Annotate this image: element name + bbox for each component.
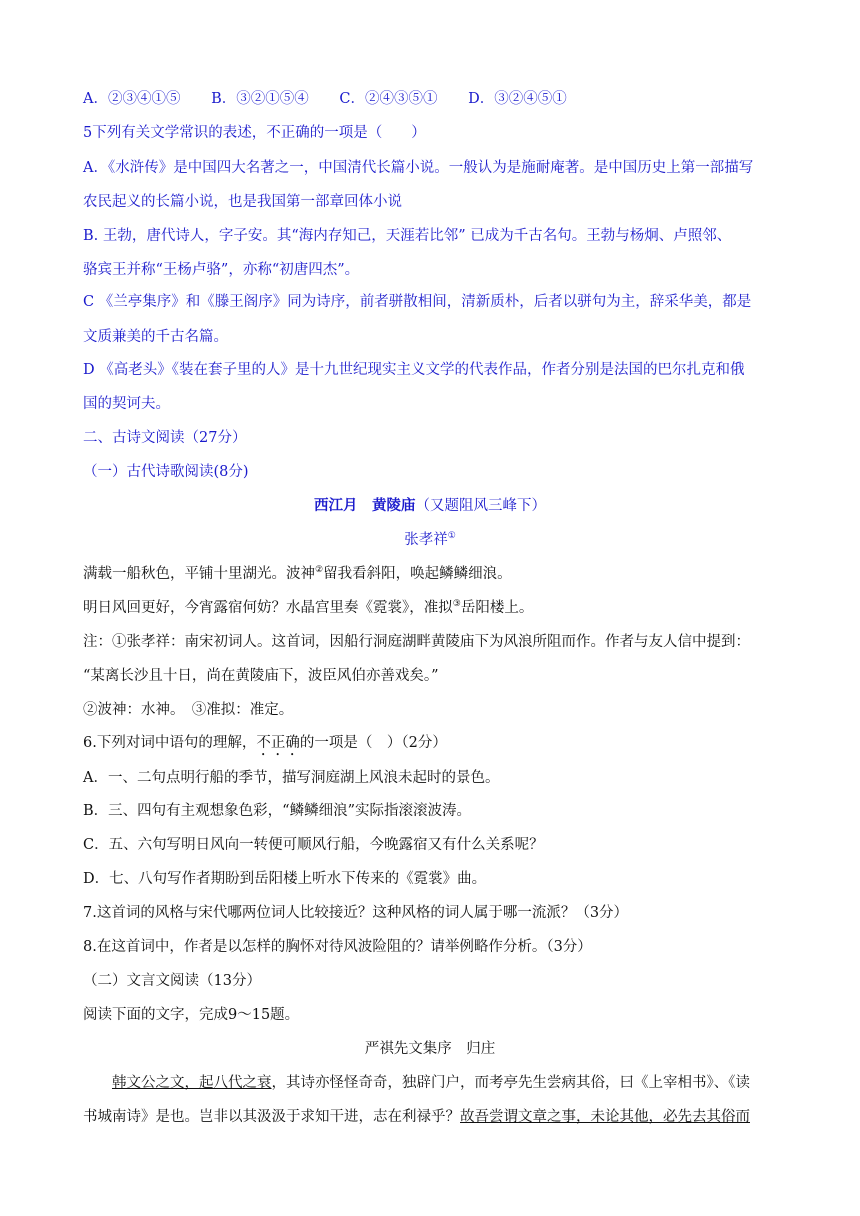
poem-line-1-part-b: 留我看斜阳，唤起鳞鳞细浪。	[323, 566, 512, 582]
poem-line-1	[83, 564, 783, 584]
q7-stem: 7.这首词的风格与宋代哪两位词人比较接近？这种风格的词人属于哪一流派？（3分）	[83, 905, 629, 921]
q8-stem: 8.在这首词中，作者是以怎样的胸怀对待风波险阻的？请举例略作分析。（3分）	[83, 939, 592, 955]
q6-option-c: C．五、六句写明日风向一转便可顺风行船，今晚露宿又有什么关系呢？	[83, 837, 544, 853]
poem-line-2	[83, 598, 783, 618]
poem-author	[0, 530, 860, 550]
essay-title: 严祺先文集序 归庄	[364, 1041, 496, 1057]
q4-options	[83, 89, 783, 109]
poem-line-2-part-b: 岳阳楼上。	[460, 600, 534, 616]
poem-line-2-note-mark: ③	[452, 599, 461, 610]
essay-underlined-phrase-2: 故吾尝谓文章之事，未论其他，必先去其俗而	[460, 1109, 750, 1125]
section-heading-classical: 二、古诗文阅读（27分）	[83, 430, 247, 446]
q5-option-c-line1: C 《兰亭集序》和《滕王阁序》同为诗序，前者骈散相间，清新质朴，后者以骈句为主，辞采华美，都是	[83, 294, 752, 310]
q5-option-a-line2: 农民起义的长篇小说，也是我国第一部章回体小说	[83, 194, 402, 210]
q5-option-c-line2: 文质兼美的千古名篇。	[83, 329, 228, 345]
essay-underlined-phrase-1: 韩文公之文，起八代之衰	[112, 1075, 272, 1091]
essay-paragraph-line-2	[83, 1107, 783, 1127]
poem-line-1-note-mark: ②	[315, 565, 324, 576]
q6-stem-emphasis: 不正确	[256, 735, 300, 751]
q5-option-b-line1: B. 王勃，唐代诗人，字子安。其“海内存知己，天涯若比邻” 已成为千古名句。王勃与杨炯、卢照邻、	[83, 228, 732, 244]
poem-author-name: 张孝祥	[404, 532, 448, 548]
q4-option-d: D．③②④⑤①	[468, 91, 567, 107]
q4-option-c: C．②④③⑤①	[339, 91, 438, 107]
poem-note-3: ②波神：水神。 ③准拟：准定。	[83, 702, 294, 718]
q6-stem-part-a: 6.下列对词中语句的理解，	[83, 735, 257, 751]
reading-instruction: 阅读下面的文字，完成9～15题。	[83, 1007, 300, 1023]
poem-note-2: “某离长沙且十日，尚在黄陵庙下，波臣风伯亦善戏矣。”	[83, 668, 439, 684]
q5-option-a-line1: A．《水浒传》是中国四大名著之一，中国清代长篇小说。一般认为是施耐庵著。是中国历史上第一部描写	[83, 160, 754, 176]
subsection-heading-poetry: （一）古代诗歌阅读(8分)	[83, 464, 249, 480]
q5-option-d-line2: 国的契诃夫。	[83, 396, 170, 412]
poem-author-note-mark: ①	[447, 531, 456, 542]
essay-paragraph-line-1	[112, 1073, 784, 1093]
poem-title-main: 西江月 黄陵庙	[314, 497, 416, 514]
q6-option-b: B．三、四句有主观想象色彩，“鳞鳞细浪”实际指滚滚波涛。	[83, 803, 471, 819]
poem-note-1: 注：①张孝祥：南宋初词人。这首词，因船行洞庭湖畔黄陵庙下为风浪所阻而作。作者与友人信中提到：	[83, 634, 750, 650]
essay-text-2: 书城南诗》是也。岂非以其汲汲于求知干进，志在利禄乎？	[83, 1109, 460, 1125]
q6-stem-part-b: 的一项是（ ）（2分）	[299, 735, 447, 751]
poem-title-sub: （又题阻风三峰下）	[415, 498, 546, 514]
poem-line-1-part-a: 满载一船秋色，平铺十里湖光。波神	[83, 566, 315, 582]
q5-option-d-line1: D 《高老头》《装在套子里的人》是十九世纪现实主义文学的代表作品，作者分别是法国的巴尔扎克和俄	[83, 362, 745, 378]
q5-stem: 5下列有关文学常识的表述，不正确的一项是（ ）	[83, 125, 426, 141]
q4-option-a: A．②③④①⑤	[83, 91, 181, 107]
essay-text-1: ，其诗亦怪怪奇奇，独辟门户，而考亭先生尝病其俗，曰《上宰相书》、《读	[271, 1075, 750, 1091]
subsection-heading-prose: （二）文言文阅读（13分）	[83, 973, 261, 989]
poem-title	[0, 496, 860, 516]
poem-line-2-part-a: 明日风回更好，今宵露宿何妨？水晶宫里奏《霓裳》，准拟	[83, 600, 453, 616]
q6-stem	[83, 733, 783, 759]
q6-option-d: D．七、八句写作者期盼到岳阳楼上听水下传来的《霓裳》曲。	[83, 871, 487, 887]
q5-option-b-line2: 骆宾王并称“王杨卢骆”，亦称“初唐四杰”。	[83, 262, 360, 278]
q6-option-a: A．一、二句点明行船的季节，描写洞庭湖上风浪未起时的景色。	[83, 770, 500, 786]
q4-option-b: B．③②①⑤④	[211, 91, 309, 107]
